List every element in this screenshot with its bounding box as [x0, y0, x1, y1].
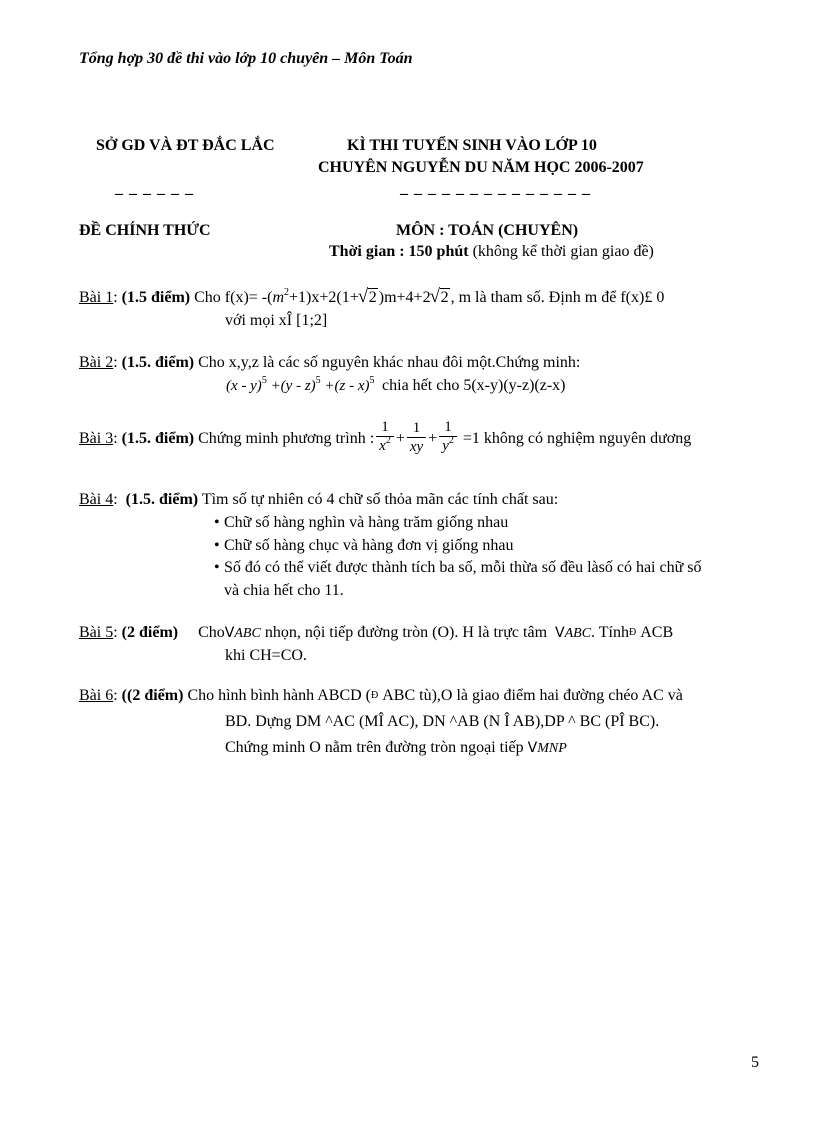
problem-3-line1: Bài 3: (1.5. điểm) Chứng minh phương trình : $\frac{1}{x^2}$ + $\frac{1}{xy}$ + $\frac{1}{y^2}$ =1 không có nghiệm nguyên dương	[79, 418, 692, 455]
problem-6-label: Bài 6	[79, 687, 114, 704]
radicand: 2	[368, 289, 377, 306]
exam-subject: MÔN : TOÁN (CHUYÊN)	[396, 222, 579, 239]
running-header: Tổng hợp 30 đề thi vào lớp 10 chuyên – Môn Toán	[79, 50, 413, 67]
fraction-1-over-xy	[407, 419, 426, 456]
text: ACB	[640, 624, 674, 641]
exponent: 5	[369, 375, 375, 386]
problem-2-expression	[226, 377, 565, 395]
text: BC (P	[575, 713, 620, 730]
radicand: 2	[440, 289, 449, 306]
perpendicular-icon: ^	[568, 713, 576, 730]
numerator: 1	[407, 419, 426, 438]
problem-6-line3	[225, 739, 567, 757]
var: x	[379, 437, 386, 454]
element-of-symbol: Î	[504, 713, 510, 730]
problem-2-line1: Bài 2: (1.5. điểm) Cho x,y,z là các số nguyên khác nhau đôi một.Chứng minh:	[79, 354, 581, 371]
perpendicular-icon: ^	[325, 713, 333, 730]
triangle-icon: V	[527, 740, 538, 756]
exam-title-line2: CHUYÊN NGUYỄN DU NĂM HỌC 2006-2007	[318, 159, 644, 176]
problem-1-label: Bài 1	[79, 289, 114, 306]
denominator	[439, 434, 457, 457]
element-of-symbol: Î	[378, 713, 384, 730]
fraction-1-over-y2	[439, 418, 457, 457]
var: y	[442, 437, 449, 454]
problem-1-line1: Bài 1: (1.5 điểm) Cho $f(x)= -(m^2+1)x+2(1+√$ 2 )m+4+2√ 2 , m là tham số. Định m để f(x)£ 0	[79, 289, 664, 307]
problem-2-points: (1.5. điểm)	[121, 354, 195, 371]
problem-5-line2: khi CH=CO.	[225, 647, 307, 664]
denominator	[376, 434, 394, 457]
text: 0	[652, 289, 665, 306]
plus: +	[428, 430, 438, 447]
text: với mọi x	[225, 312, 287, 329]
numerator: 1	[439, 418, 457, 437]
exponent: 5	[261, 375, 267, 386]
exponent: 2	[284, 287, 290, 298]
math-mnp: MNP	[537, 741, 567, 756]
text: )m+4+2	[378, 289, 431, 306]
perpendicular-icon: ^	[449, 713, 458, 730]
problem-3-label: Bài 3	[79, 430, 114, 447]
problem-4-item-1	[214, 514, 508, 532]
problem-1-points: (1.5 điểm)	[121, 289, 191, 306]
angle-icon: Ð	[628, 627, 637, 638]
text: BC).	[624, 713, 660, 730]
text: AB),DP	[509, 713, 569, 730]
bullet-icon: •	[214, 537, 220, 554]
exam-time-note: (không kể thời gian giao đề)	[468, 243, 654, 260]
text: Chứng minh phương trình :	[198, 430, 375, 447]
text: Cho	[198, 624, 225, 641]
exam-time-bold: Thời gian : 150 phút	[329, 243, 469, 260]
text: =1 không có nghiệm nguyên dương	[458, 430, 692, 447]
denominator: xy	[409, 438, 424, 455]
text: Chứng minh O nằm trên đường tròn ngoại tiếp	[225, 739, 528, 756]
text: BD. Dựng DM	[225, 713, 326, 730]
math-abc: ABC	[564, 626, 592, 641]
math-abc: ABC	[234, 626, 261, 641]
problem-4-label: Bài 4	[79, 491, 114, 508]
math-term: +(y - z)	[266, 378, 316, 394]
problem-4-line1: Bài 4: (1.5. điểm) Tìm số tự nhiên có 4 chữ số thỏa mãn các tính chất sau:	[79, 491, 559, 508]
text: nhọn, nội tiếp đường tròn (O). H là trực tâm	[260, 624, 552, 641]
text: . Tính	[591, 624, 629, 641]
fraction-1-over-x2	[376, 418, 394, 457]
org-dashes: – – – – – –	[115, 185, 194, 202]
problem-4-item-3	[214, 559, 702, 577]
text: chia hết cho 5(x-y)(y-z)(z-x)	[382, 377, 566, 394]
bullet-icon: •	[214, 514, 220, 531]
text: Cho f(x)= -(	[190, 289, 273, 306]
less-equal-symbol: £	[644, 289, 653, 306]
problem-4-item-3-cont: và chia hết cho 11.	[224, 582, 344, 599]
text: [1;2]	[292, 312, 328, 329]
problem-3-points: (1.5. điểm)	[121, 430, 195, 447]
item-text: Số đó có thể viết được thành tích ba số, mỗi thừa số đều làsố có hai chữ số	[224, 559, 702, 576]
problem-1-line2	[225, 312, 327, 330]
problem-6-line1: Bài 6: ((2 điểm) Cho hình bình hành ABCD (Ð ABC tù),O là giao điểm hai đường chéo AC và	[79, 687, 683, 704]
element-of-symbol: Î	[619, 713, 625, 730]
text: , m là tham số. Định m để f(x)	[450, 289, 645, 306]
item-text: Chữ số hàng chục và hàng đơn vị giống nhau	[224, 537, 514, 554]
text: Cho hình bình hành ABCD (	[183, 687, 371, 704]
exponent: 2	[448, 434, 454, 446]
page-number: 5	[751, 1054, 759, 1071]
problem-5-label: Bài 5	[79, 624, 114, 641]
text: Cho x,y,z là các số nguyên khác nhau đôi một.Chứng minh:	[194, 354, 581, 371]
triangle-icon: V	[555, 625, 565, 641]
problem-4-points: (1.5. điểm)	[125, 491, 199, 508]
text: +1)x+2(1+	[289, 289, 359, 306]
org-name: SỞ GD VÀ ĐT ĐẮC LẮC	[96, 137, 275, 154]
problem-6-line2	[225, 713, 659, 731]
problem-2-label: Bài 2	[79, 354, 114, 371]
problem-4-item-2	[214, 537, 514, 555]
problem-5-points: (2 điểm)	[121, 624, 179, 641]
text: AC (M	[332, 713, 379, 730]
problem-6-points: ((2 điểm)	[121, 687, 184, 704]
math-term: (x - y)	[226, 378, 262, 394]
official-label: ĐỀ CHÍNH THỨC	[79, 222, 211, 239]
item-text: Chữ số hàng nghìn và hàng trăm giống nhau	[224, 514, 509, 531]
text: Tìm số tự nhiên có 4 chữ số thỏa mãn các tính chất sau:	[198, 491, 559, 508]
text: AC), DN	[383, 713, 450, 730]
triangle-icon: V	[224, 625, 235, 641]
sqrt-2	[431, 289, 450, 307]
exam-dashes: – – – – – – – – – – – – – –	[400, 185, 591, 202]
text: AB (N	[457, 713, 505, 730]
problem-5-line1: Bài 5: (2 điểm) ChoVABC nhọn, nội tiếp đường tròn (O). H là trực tâm VABC. TínhÐ ACB	[79, 624, 674, 641]
text: ABC tù),O là giao điểm hai đường chéo AC và	[382, 687, 683, 704]
plus: +	[395, 430, 405, 447]
exam-time	[329, 243, 654, 261]
exam-title-line1: KÌ THI TUYỂN SINH VÀO LỚP 10	[347, 137, 597, 154]
exponent: 2	[385, 434, 391, 446]
element-of-symbol: Î	[286, 312, 293, 329]
math-term: +(z - x)	[320, 378, 370, 394]
exponent: 5	[315, 375, 321, 386]
sqrt-2	[359, 289, 378, 307]
bullet-icon: •	[214, 559, 220, 576]
angle-icon: Ð	[371, 690, 379, 701]
numerator: 1	[376, 418, 394, 437]
math-m: m	[272, 289, 285, 306]
